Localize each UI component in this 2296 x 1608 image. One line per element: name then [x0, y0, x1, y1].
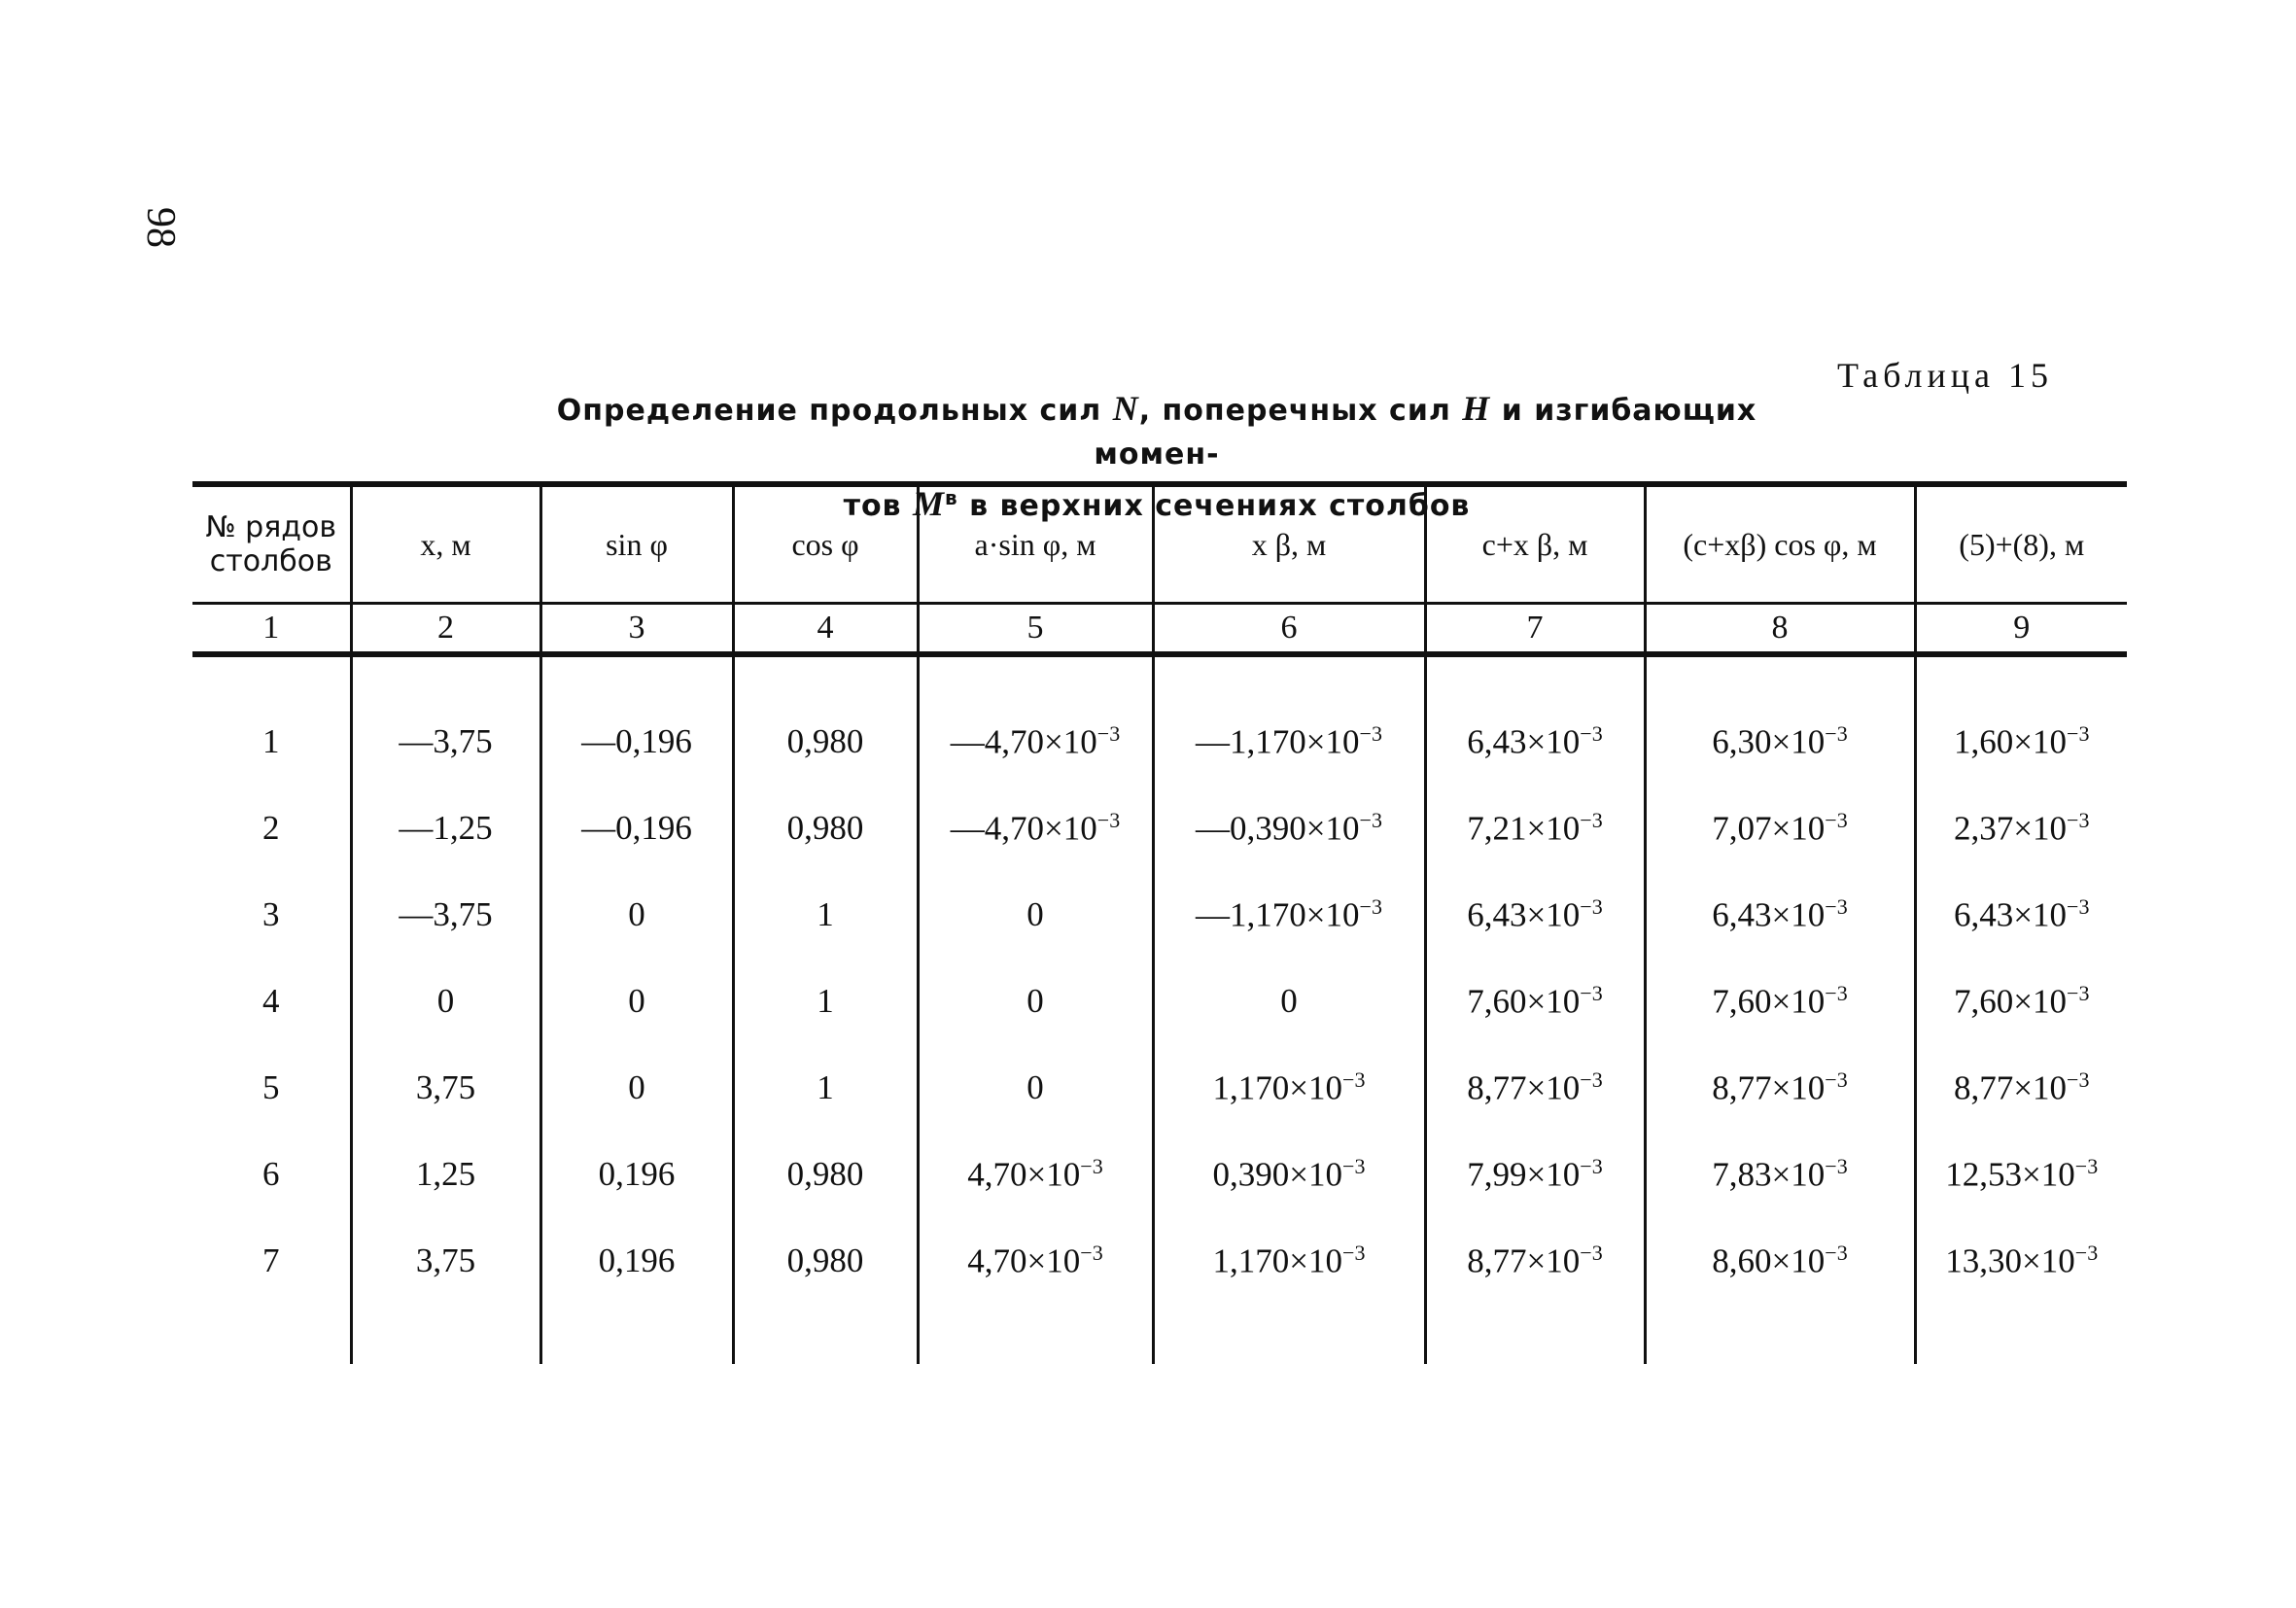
column-header: c+x β, м [1425, 484, 1645, 604]
table-cell [1425, 1131, 1645, 1217]
cell-value: 4,70×10 [967, 1155, 1081, 1194]
cell-value: 1,60×10 [1954, 722, 2068, 761]
cell-value: 7,07×10 [1712, 809, 1826, 848]
table-cell [1645, 1217, 1915, 1304]
cell-exponent: −3 [1342, 1240, 1366, 1265]
cell-value: 8,77×10 [1954, 1068, 2068, 1107]
cell-exponent: −3 [1096, 720, 1121, 746]
table-cell [1425, 698, 1645, 785]
cell-value: 7,83×10 [1712, 1155, 1826, 1194]
table-cell [918, 1131, 1153, 1217]
table-cell [540, 1044, 733, 1131]
cell-exponent: −3 [2067, 893, 2090, 919]
table-cell [540, 871, 733, 958]
cell-exponent: −3 [1825, 1153, 1848, 1178]
table-cell [1645, 785, 1915, 871]
table-cell [918, 698, 1153, 785]
cell-exponent: −3 [1825, 1240, 1848, 1265]
table-label: Таблица 15 [1837, 356, 2053, 395]
table-row [192, 1217, 2127, 1304]
caption-text: , поперечных сил [1138, 394, 1463, 428]
table-cell [1645, 698, 1915, 785]
cell-value: 6 [262, 1154, 280, 1193]
column-header: x β, м [1153, 484, 1425, 604]
cell-value: 6,43×10 [1467, 722, 1581, 761]
cell-value: 1 [817, 894, 834, 933]
table-cell [351, 1131, 540, 1217]
cell-value: —1,170×10 [1196, 722, 1360, 761]
table-cell [351, 1217, 540, 1304]
table-cell [1153, 1131, 1425, 1217]
table-cell [1153, 958, 1425, 1044]
cell-value: —1,170×10 [1196, 895, 1360, 934]
caption-symbol-m: M [913, 484, 946, 523]
cell-value: 6,30×10 [1712, 722, 1826, 761]
table-row [192, 698, 2127, 785]
table-cell [540, 785, 733, 871]
table-cell [733, 1044, 918, 1131]
table-cell [1153, 785, 1425, 871]
table-cell [1645, 1131, 1915, 1217]
table-cell [918, 1044, 1153, 1131]
table-cell [918, 1217, 1153, 1304]
caption-symbol-h: H [1462, 389, 1491, 428]
cell-value: 0 [1280, 981, 1298, 1020]
table-cell [192, 1044, 351, 1131]
table-cell [1153, 1044, 1425, 1131]
cell-exponent: −3 [1825, 720, 1848, 746]
cell-value: 0 [1026, 894, 1044, 933]
cell-value: —1,25 [399, 808, 493, 847]
table-cell [1425, 785, 1645, 871]
column-number: 1 [192, 604, 351, 655]
cell-value: 7 [262, 1241, 280, 1279]
caption-text: тов [843, 489, 913, 523]
cell-exponent: −3 [2074, 1240, 2099, 1265]
table-cell [1645, 958, 1915, 1044]
cell-value: —3,75 [399, 894, 493, 933]
cell-value: 8,77×10 [1467, 1241, 1581, 1280]
column-number: 8 [1645, 604, 1915, 655]
cell-value: 7,60×10 [1954, 982, 2068, 1021]
cell-exponent: −3 [1825, 893, 1848, 919]
column-header: sin φ [540, 484, 733, 604]
cell-value: 2,37×10 [1954, 809, 2068, 848]
cell-value: —4,70×10 [950, 722, 1097, 761]
table-row [192, 958, 2127, 1044]
table-cell [1425, 871, 1645, 958]
cell-value: 7,21×10 [1467, 809, 1581, 848]
cell-value: 0 [628, 1067, 645, 1106]
table-row [192, 1131, 2127, 1217]
cell-exponent: −3 [1580, 980, 1603, 1005]
cell-value: 6,43×10 [1712, 895, 1826, 934]
table-cell [1153, 871, 1425, 958]
cell-value: 6,43×10 [1467, 895, 1581, 934]
column-number: 3 [540, 604, 733, 655]
table-row [192, 1044, 2127, 1131]
table-cell [918, 958, 1153, 1044]
cell-exponent: −3 [1359, 807, 1382, 832]
column-header: x, м [351, 484, 540, 604]
cell-value: 0,980 [786, 1241, 864, 1279]
cell-exponent: −3 [1580, 1153, 1603, 1178]
cell-value: 1 [262, 721, 280, 760]
column-header: № рядов столбов [192, 484, 351, 604]
table-cell [540, 1217, 733, 1304]
cell-value: 6,43×10 [1954, 895, 2068, 934]
cell-exponent: −3 [1096, 807, 1121, 832]
column-number: 9 [1915, 604, 2127, 655]
cell-exponent: −3 [2067, 720, 2090, 746]
table-cell [192, 785, 351, 871]
table-cell [1153, 1217, 1425, 1304]
cell-value: 13,30×10 [1945, 1241, 2075, 1280]
cell-exponent: −3 [2067, 807, 2090, 832]
table-cell [1153, 698, 1425, 785]
cell-value: 8,77×10 [1467, 1068, 1581, 1107]
table-cell [918, 785, 1153, 871]
table-cell [192, 698, 351, 785]
cell-exponent: −3 [1080, 1240, 1103, 1265]
cell-exponent: −3 [2067, 1066, 2090, 1092]
cell-value: 7,60×10 [1467, 982, 1581, 1021]
table-cell [351, 958, 540, 1044]
cell-value: 0 [1026, 981, 1044, 1020]
cell-value: 0 [628, 894, 645, 933]
data-table [192, 481, 2127, 1364]
cell-value: 0,196 [598, 1241, 676, 1279]
cell-exponent: −3 [1580, 1240, 1603, 1265]
cell-value: 1,170×10 [1212, 1068, 1343, 1107]
cell-exponent: −3 [1580, 893, 1603, 919]
cell-exponent: −3 [2067, 980, 2090, 1005]
cell-exponent: −3 [1342, 1153, 1366, 1178]
cell-value: 0,196 [598, 1154, 676, 1193]
cell-exponent: −3 [1580, 807, 1603, 832]
cell-value: 0 [628, 981, 645, 1020]
cell-value: —0,196 [581, 721, 692, 760]
table-cell [1425, 1217, 1645, 1304]
cell-value: 0 [1026, 1067, 1044, 1106]
table-cell [1915, 1044, 2127, 1131]
cell-exponent: −3 [2074, 1153, 2099, 1178]
cell-value: 1 [817, 981, 834, 1020]
table-cell [1425, 958, 1645, 1044]
column-number: 4 [733, 604, 918, 655]
cell-exponent: −3 [1825, 980, 1848, 1005]
table-row [192, 785, 2127, 871]
cell-value: 1,170×10 [1212, 1241, 1343, 1280]
caption-text: и изгибающих момен- [1094, 394, 1757, 472]
cell-value: 5 [262, 1067, 280, 1106]
table-cell [1915, 1217, 2127, 1304]
column-number: 5 [918, 604, 1153, 655]
cell-value: —0,390×10 [1196, 809, 1360, 848]
table-cell [1645, 1044, 1915, 1131]
cell-value: 2 [262, 808, 280, 847]
table-cell [733, 1217, 918, 1304]
page-number: 98 [138, 207, 183, 248]
cell-exponent: −3 [1825, 1066, 1848, 1092]
cell-value: 12,53×10 [1945, 1155, 2075, 1194]
column-header: a·sin φ, м [918, 484, 1153, 604]
cell-exponent: −3 [1342, 1066, 1366, 1092]
cell-value: 0,980 [786, 1154, 864, 1193]
cell-exponent: −3 [1359, 720, 1382, 746]
table-cell [1915, 958, 2127, 1044]
table-cell [918, 871, 1153, 958]
table-cell [1915, 871, 2127, 958]
cell-value: —0,196 [581, 808, 692, 847]
cell-exponent: −3 [1580, 720, 1603, 746]
cell-value: 4,70×10 [967, 1241, 1081, 1280]
table-cell [192, 1217, 351, 1304]
column-number-row [192, 604, 2127, 655]
table-cell [1645, 871, 1915, 958]
table-cell [192, 871, 351, 958]
cell-value: 7,60×10 [1712, 982, 1826, 1021]
table-cell [192, 1131, 351, 1217]
column-header: cos φ [733, 484, 918, 604]
table-cell [1915, 698, 2127, 785]
column-header: (c+xβ) cos φ, м [1645, 484, 1915, 604]
table-cell [733, 785, 918, 871]
header-row [192, 484, 2127, 604]
column-number: 7 [1425, 604, 1645, 655]
cell-value: 8,77×10 [1712, 1068, 1826, 1107]
table-row [192, 871, 2127, 958]
cell-value: 7,99×10 [1467, 1155, 1581, 1194]
cell-value: 1,25 [415, 1154, 476, 1193]
cell-value: 3,75 [415, 1241, 476, 1279]
cell-value: 0,980 [786, 721, 864, 760]
table-cell [540, 1131, 733, 1217]
table-cell [1915, 1131, 2127, 1217]
cell-value: 8,60×10 [1712, 1241, 1826, 1280]
table-cell [1425, 1044, 1645, 1131]
table-cell [733, 871, 918, 958]
table-cell [192, 958, 351, 1044]
cell-value: 3 [262, 894, 280, 933]
table-cell [540, 958, 733, 1044]
table-cell [351, 1044, 540, 1131]
column-number: 2 [351, 604, 540, 655]
column-header: (5)+(8), м [1915, 484, 2127, 604]
table-cell [733, 698, 918, 785]
table-cell [540, 698, 733, 785]
caption-symbol-n: N [1112, 389, 1139, 428]
column-number: 6 [1153, 604, 1425, 655]
table-cell [351, 785, 540, 871]
table-cell [351, 871, 540, 958]
cell-value: 1 [817, 1067, 834, 1106]
table-body [192, 654, 2127, 1364]
cell-value: 4 [262, 981, 280, 1020]
cell-value: 0,980 [786, 808, 864, 847]
cell-exponent: −3 [1825, 807, 1848, 832]
table-cell [351, 698, 540, 785]
table-cell [733, 958, 918, 1044]
cell-value: 3,75 [415, 1067, 476, 1106]
table-cell [733, 1131, 918, 1217]
caption-superscript: в [945, 486, 958, 509]
cell-value: 0,390×10 [1212, 1155, 1343, 1194]
cell-value: 0 [436, 981, 455, 1020]
cell-exponent: −3 [1580, 1066, 1603, 1092]
cell-exponent: −3 [1359, 893, 1382, 919]
caption-text: Определение продольных сил [556, 394, 1113, 428]
caption-text: в верхних сечениях столбов [957, 489, 1471, 523]
cell-exponent: −3 [1080, 1153, 1103, 1178]
cell-value: —4,70×10 [950, 809, 1097, 848]
cell-value: —3,75 [399, 721, 493, 760]
table-cell [1915, 785, 2127, 871]
